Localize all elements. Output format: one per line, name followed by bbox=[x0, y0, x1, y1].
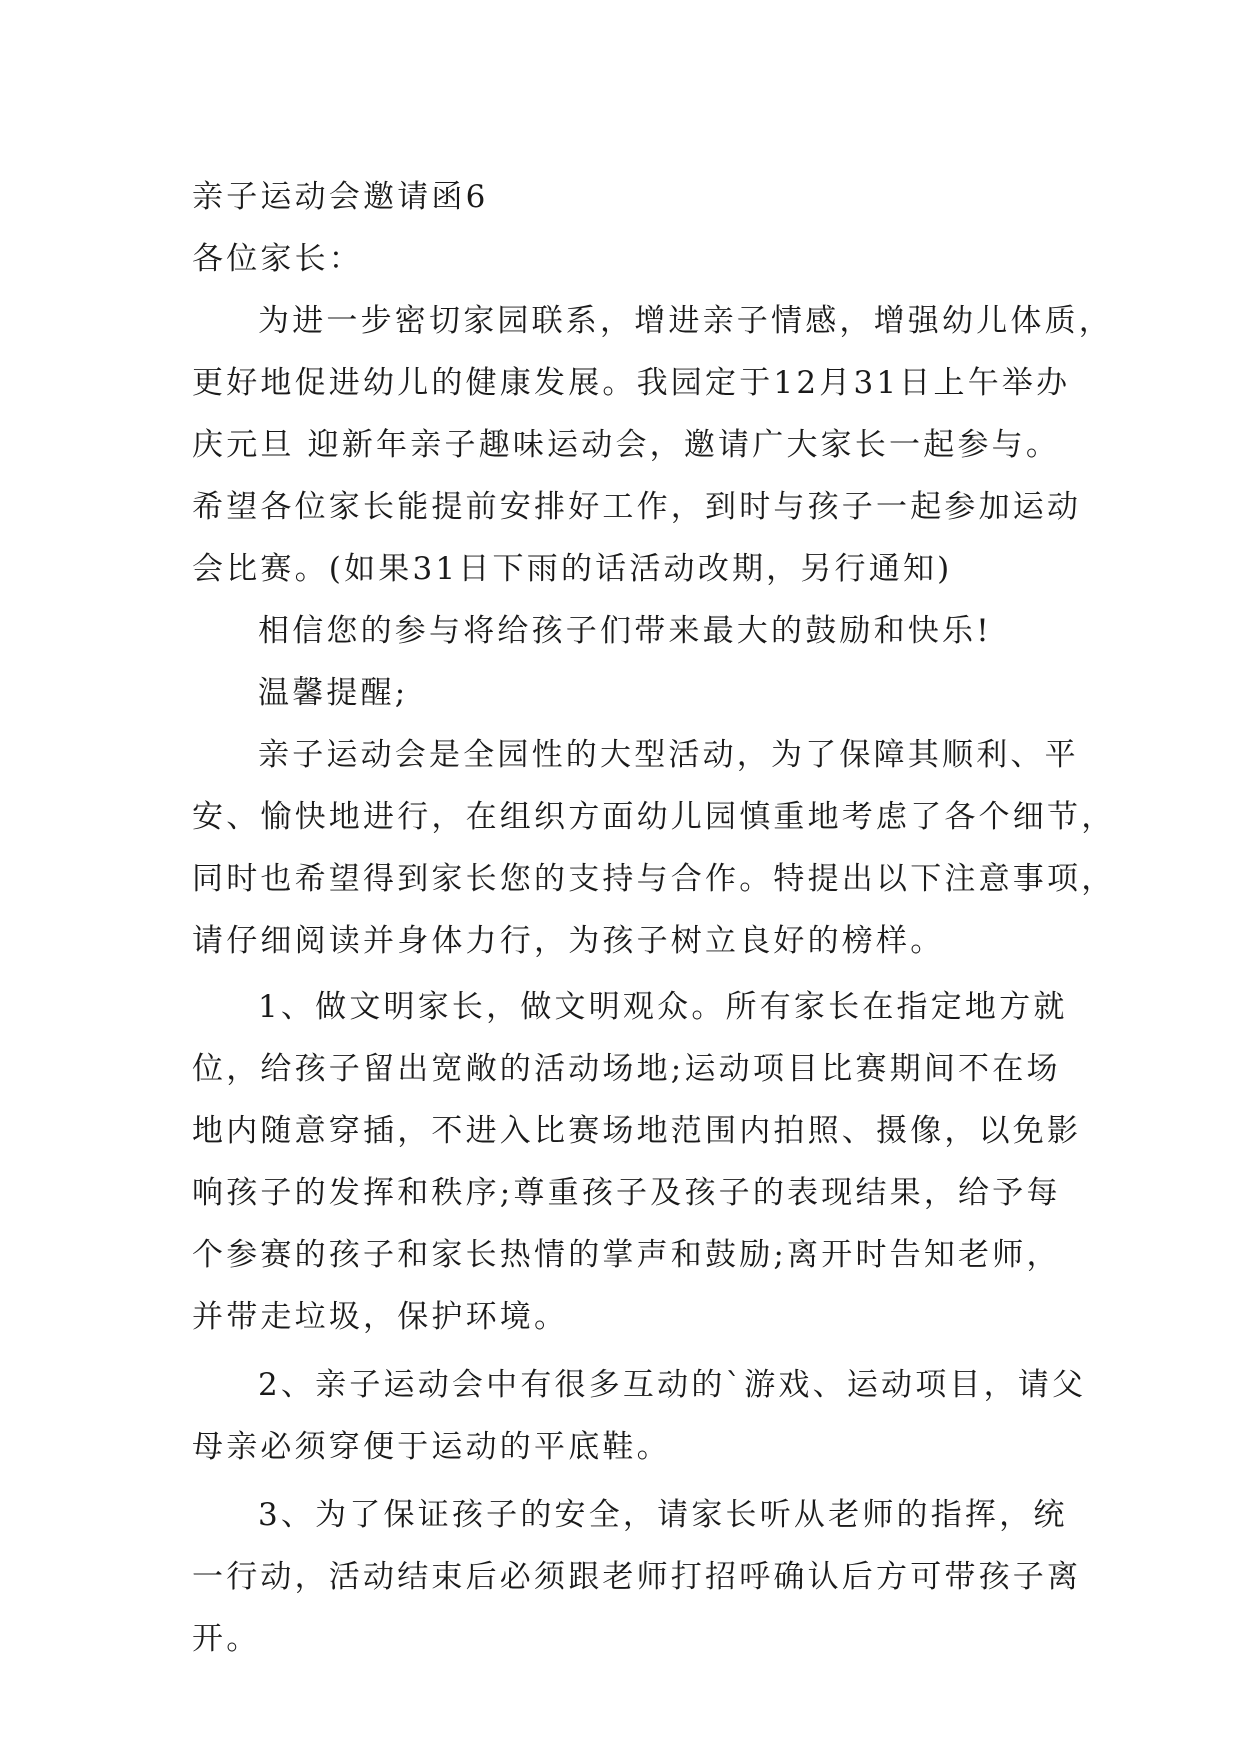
paragraph-line: 并带走垃圾，保护环境。 bbox=[192, 1299, 569, 1335]
paragraph-line: 1、做文明家长，做文明观众。所有家长在指定地方就 bbox=[258, 989, 1068, 1025]
paragraph-line: 更好地促进幼儿的健康发展。我园定于12月31日上午举办 bbox=[192, 365, 1071, 401]
notice-item-1 bbox=[192, 976, 1082, 1348]
paragraph-notice bbox=[192, 724, 1116, 972]
paragraph-line: 位，给孩子留出宽敞的活动场地;运动项目比赛期间不在场 bbox=[192, 1051, 1061, 1087]
paragraph-line: 开。 bbox=[192, 1621, 261, 1657]
paragraph-line: 2、亲子运动会中有很多互动的`游戏、运动项目，请父 bbox=[258, 1367, 1087, 1403]
document-body bbox=[192, 166, 1116, 1670]
paragraph-line: 同时也希望得到家长您的支持与合作。特提出以下注意事项， bbox=[192, 861, 1116, 897]
document-title: 亲子运动会邀请函6 bbox=[192, 179, 489, 215]
paragraph-line: 为进一步密切家园联系，增进亲子情感，增强幼儿体质， bbox=[258, 303, 1113, 339]
paragraph-line: 希望各位家长能提前安排好工作，到时与孩子一起参加运动 bbox=[192, 489, 1082, 525]
reminder-heading: 温馨提醒; bbox=[258, 675, 409, 711]
paragraph-line: 会比赛。(如果31日下雨的话活动改期，另行通知) bbox=[192, 551, 953, 587]
paragraph-encouragement: 相信您的参与将给孩子们带来最大的鼓励和快乐! bbox=[258, 613, 992, 649]
paragraph-line: 母亲必须穿便于运动的平底鞋。 bbox=[192, 1429, 671, 1465]
salutation: 各位家长： bbox=[192, 241, 363, 277]
notice-item-2 bbox=[192, 1354, 1087, 1478]
paragraph-line: 安、愉快地进行，在组织方面幼儿园慎重地考虑了各个细节， bbox=[192, 799, 1116, 835]
paragraph-line: 个参赛的孩子和家长热情的掌声和鼓励;离开时告知老师， bbox=[192, 1237, 1061, 1273]
notice-item-3 bbox=[192, 1484, 1082, 1670]
paragraph-line: 一行动，活动结束后必须跟老师打招呼确认后方可带孩子离 bbox=[192, 1559, 1082, 1595]
paragraph-line: 亲子运动会是全园性的大型活动，为了保障其顺利、平 bbox=[258, 737, 1079, 773]
paragraph-line: 地内随意穿插，不进入比赛场地范围内拍照、摄像，以免影 bbox=[192, 1113, 1082, 1149]
paragraph-line: 庆元旦 迎新年亲子趣味运动会，邀请广大家长一起参与。 bbox=[192, 427, 1061, 463]
paragraph-line: 3、为了保证孩子的安全，请家长听从老师的指挥，统 bbox=[258, 1497, 1068, 1533]
paragraph-invitation bbox=[192, 290, 1113, 600]
paragraph-line: 请仔细阅读并身体力行，为孩子树立良好的榜样。 bbox=[192, 923, 945, 959]
paragraph-line: 响孩子的发挥和秩序;尊重孩子及孩子的表现结果，给予每 bbox=[192, 1175, 1061, 1211]
